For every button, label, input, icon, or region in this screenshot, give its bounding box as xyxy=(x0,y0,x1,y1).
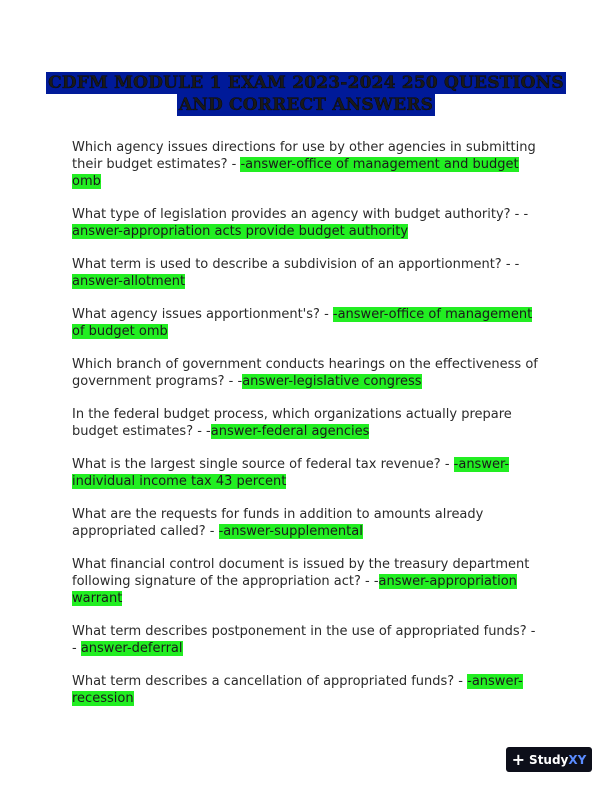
answer-highlight: -answer-individual income tax 43 percent xyxy=(72,457,510,489)
answer-highlight: answer-allotment xyxy=(72,274,186,289)
document-title xyxy=(0,72,612,116)
qa-item xyxy=(72,406,542,440)
answer-highlight: answer-federal agencies xyxy=(210,424,370,439)
logo-text-accent: XY xyxy=(568,752,587,767)
question-text: What term describes a cancellation of appropriated funds? - xyxy=(72,674,468,689)
question-text: Which agency issues directions for use by other agencies in submitting their budget estimates? - xyxy=(72,140,536,172)
question-text: What is the largest single source of federal tax revenue? - xyxy=(72,457,454,472)
answer-highlight: -answer-office of management and budget omb xyxy=(72,157,519,189)
answer-highlight: answer-deferral xyxy=(80,641,183,656)
question-text: What term describes postponement in the use of appropriated funds? - - xyxy=(72,624,536,656)
logo-text-main: Study xyxy=(529,752,569,767)
answer-highlight: -answer-recession xyxy=(72,674,523,706)
answer-highlight: -answer-office of management of budget omb xyxy=(72,307,533,339)
question-text: In the federal budget process, which organizations actually prepare budget estimates? - - xyxy=(72,407,512,439)
qa-item xyxy=(72,673,542,707)
qa-item xyxy=(72,456,542,490)
qa-item xyxy=(72,139,542,190)
title-line-1: CDFM MODULE 1 EXAM 2023-2024 250 QUESTIONS xyxy=(48,73,564,93)
qa-item xyxy=(72,256,542,290)
question-text: What are the requests for funds in addition to amounts already appropriated called? - xyxy=(72,507,484,539)
qa-item xyxy=(72,356,542,390)
qa-item xyxy=(72,556,542,607)
answer-highlight: -answer-supplemental xyxy=(218,524,363,539)
qa-item xyxy=(72,506,542,540)
qa-list xyxy=(72,139,542,723)
answer-highlight: answer-appropriation acts provide budget authority xyxy=(72,224,409,239)
qa-item xyxy=(72,306,542,340)
answer-highlight: answer-appropriation warrant xyxy=(72,574,517,606)
question-text: What agency issues apportionment's? - xyxy=(72,307,333,322)
qa-item xyxy=(72,206,542,240)
question-text: What type of legislation provides an agency with budget authority? - - xyxy=(72,207,529,222)
qa-item xyxy=(72,623,542,657)
question-text: What term is used to describe a subdivision of an apportionment? - - xyxy=(72,257,520,272)
answer-highlight: answer-legislative congress xyxy=(242,374,422,389)
plus-icon: + xyxy=(511,749,526,769)
question-text: Which branch of government conducts hearings on the effectiveness of government programs? - - xyxy=(72,357,538,389)
question-text: What financial control document is issued by the treasury department following signature of the appropriation act? - - xyxy=(72,557,530,589)
studyxy-logo[interactable] xyxy=(506,747,592,772)
title-line-2: AND CORRECT ANSWERS xyxy=(178,95,434,115)
